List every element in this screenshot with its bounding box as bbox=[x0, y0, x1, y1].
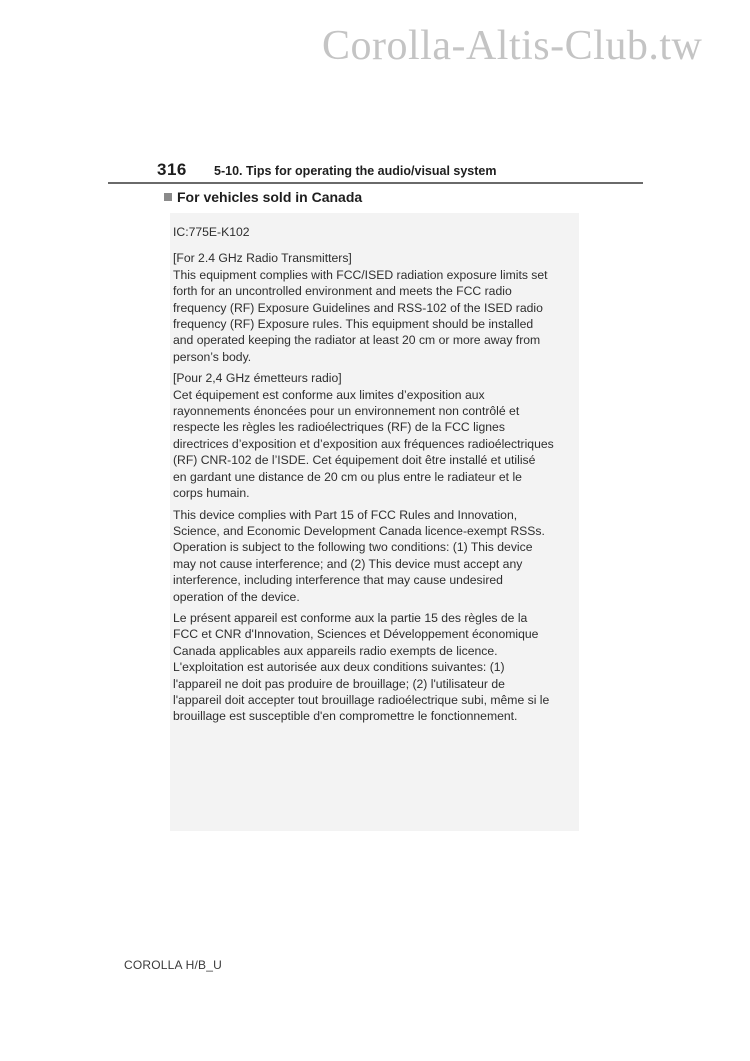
paragraph-line: operation of the device. bbox=[173, 589, 300, 604]
paragraph-heading: [For 2.4 GHz Radio Transmitters] bbox=[173, 251, 352, 266]
paragraph-line: L'exploitation est autorisée aux deux conditions suivantes: (1) bbox=[173, 660, 505, 675]
paragraph-line: (RF) CNR-102 de l’ISDE. Cet équipement doit être installé et utilisé bbox=[173, 453, 536, 468]
paragraph-line: respecte les règles les radioélectriques (RF) de la FCC lignes bbox=[173, 420, 505, 435]
paragraph-line: frequency (RF) Exposure rules. This equipment should be installed bbox=[173, 317, 534, 332]
page-number: 316 bbox=[157, 160, 187, 179]
header-divider bbox=[108, 182, 643, 184]
subheading bbox=[164, 189, 362, 205]
paragraph-line: Le présent appareil est conforme aux la partie 15 des règles de la bbox=[173, 610, 528, 625]
paragraph-line: and operated keeping the radiator at least 20 cm or more away from bbox=[173, 333, 541, 348]
paragraph-line: FCC et CNR d'Innovation, Sciences et Développement économique bbox=[173, 627, 539, 642]
paragraph-line: l'appareil ne doit pas produire de brouillage; (2) l'utilisateur de bbox=[173, 676, 505, 691]
watermark: Corolla-Altis-Club.tw bbox=[322, 23, 703, 69]
paragraph bbox=[173, 610, 577, 725]
paragraph-heading: [Pour 2,4 GHz émetteurs radio] bbox=[173, 371, 342, 386]
paragraph-line: Canada applicables aux appareils radio exempts de licence. bbox=[173, 643, 498, 658]
paragraph bbox=[173, 250, 577, 365]
paragraph bbox=[173, 370, 577, 501]
paragraph-line: This device complies with Part 15 of FCC Rules and Innovation, bbox=[173, 507, 518, 522]
paragraph-line: rayonnements énoncées pour un environnement non contrôlé et bbox=[173, 404, 520, 419]
paragraph-list bbox=[173, 250, 577, 724]
panel-text bbox=[173, 224, 577, 730]
paragraph-line: Operation is subject to the following two conditions: (1) This device bbox=[173, 540, 533, 555]
paragraph-line: en gardant une distance de 20 cm ou plus entre le radiateur et le bbox=[173, 469, 522, 484]
paragraph-line: This equipment complies with FCC/ISED radiation exposure limits set bbox=[173, 267, 548, 282]
paragraph-line: person’s body. bbox=[173, 349, 252, 364]
paragraph bbox=[173, 507, 577, 605]
paragraph-line: interference, including interference that may cause undesired bbox=[173, 573, 503, 588]
paragraph-line: frequency (RF) Exposure Guidelines and RSS-102 of the ISED radio bbox=[173, 300, 543, 315]
paragraph-line: directrices d’exposition et d’exposition aux fréquences radioélectriques bbox=[173, 436, 554, 451]
square-bullet-icon bbox=[164, 193, 172, 201]
paragraph-line: corps humain. bbox=[173, 486, 250, 501]
paragraph-line: Science, and Economic Development Canada licence-exempt RSSs. bbox=[173, 523, 545, 538]
subheading-text: For vehicles sold in Canada bbox=[177, 189, 363, 205]
paragraph-line: l'appareil doit accepter tout brouillage radioélectrique subi, même si le bbox=[173, 692, 550, 707]
paragraph-line: may not cause interference; and (2) This device must accept any bbox=[173, 556, 523, 571]
paragraph-line: forth for an uncontrolled environment and meets the FCC radio bbox=[173, 284, 512, 299]
footer-label: COROLLA H/B_U bbox=[124, 958, 222, 972]
paragraph-line: Cet équipement est conforme aux limites d’exposition aux bbox=[173, 387, 485, 402]
section-title: 5-10. Tips for operating the audio/visual system bbox=[214, 164, 497, 178]
paragraph-line: brouillage est susceptible d'en compromettre le fonctionnement. bbox=[173, 709, 518, 724]
ic-number: IC:775E-K102 bbox=[173, 225, 250, 239]
